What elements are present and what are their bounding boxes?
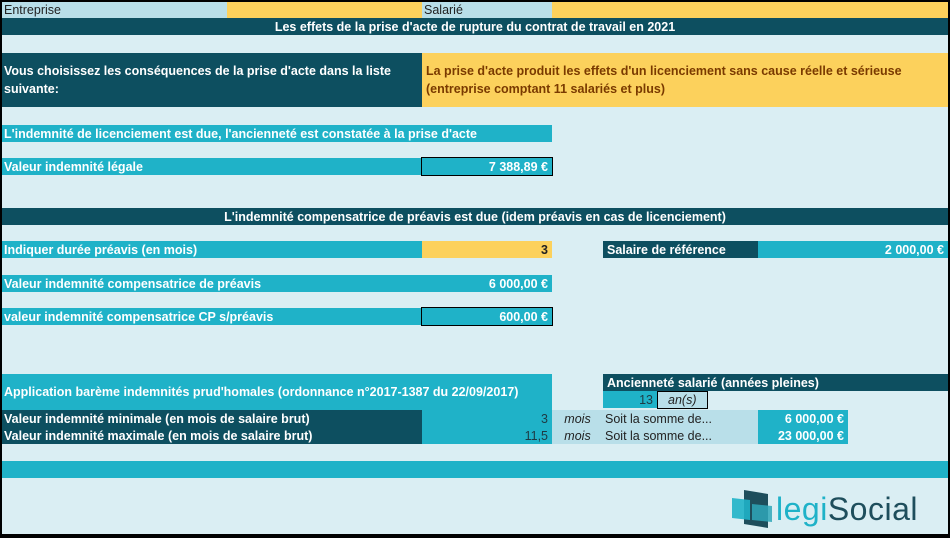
logo-part-social: Social (827, 491, 918, 527)
entreprise-label: Entreprise (2, 2, 227, 18)
logo-mark-icon (728, 488, 774, 530)
logo-part-legi: legi (776, 491, 828, 527)
licenciement-note: L'indemnité de licenciement est due, l'ancienneté est constatée à la prise d'acte (2, 125, 552, 142)
preavis-title: L'indemnité compensatrice de préavis est due (idem préavis en cas de licenciement) (2, 208, 948, 225)
indemnite-min-unit: mois (552, 410, 603, 427)
legisocial-logo (718, 484, 938, 534)
min-somme-label: Soit la somme de... (603, 410, 758, 427)
max-somme-label: Soit la somme de... (603, 427, 758, 444)
indemnite-max-unit: mois (552, 427, 603, 444)
min-somme-value: 6 000,00 € (758, 410, 848, 427)
choice-prompt: Vous choisissez les conséquences de la prise d'acte dans la liste suivante: (2, 53, 422, 107)
max-somme-value: 23 000,00 € (758, 427, 848, 444)
entreprise-input[interactable] (227, 2, 422, 18)
salaire-reference-label: Salaire de référence (603, 241, 758, 258)
anciennete-label: Ancienneté salarié (années pleines) (603, 374, 948, 391)
logo-wordmark (776, 490, 918, 528)
anciennete-unit: an(s) (657, 391, 708, 409)
indemnite-min-label: Valeur indemnité minimale (en mois de salaire brut) (2, 410, 422, 427)
indemnite-max-value: 11,5 (422, 427, 552, 444)
indemnite-legale-value: 7 388,89 € (421, 157, 553, 176)
indemnite-preavis-value: 6 000,00 € (422, 275, 552, 292)
bareme-title: Application barème indemnités prud'homales (ordonnance n°2017-1387 du 22/09/2017) (2, 374, 552, 410)
salarie-input[interactable] (552, 2, 948, 18)
duree-preavis-input[interactable]: 3 (422, 241, 552, 258)
salarie-label: Salarié (422, 2, 552, 18)
page-title: Les effets de la prise d'acte de rupture du contrat de travail en 2021 (2, 18, 948, 35)
choice-select[interactable]: La prise d'acte produit les effets d'un licenciement sans cause réelle et sérieuse (entreprise comptant 11 salariés et plus) (422, 53, 948, 107)
anciennete-input[interactable]: 13 (603, 391, 657, 408)
indemnite-cp-value: 600,00 € (421, 307, 553, 326)
indemnite-min-value: 3 (422, 410, 552, 427)
footer-band (2, 461, 948, 478)
indemnite-legale-label: Valeur indemnité légale (2, 158, 422, 175)
salaire-reference-value: 2 000,00 € (758, 241, 948, 258)
indemnite-cp-label: valeur indemnité compensatrice CP s/préavis (2, 308, 422, 325)
duree-preavis-label: Indiquer durée préavis (en mois) (2, 241, 422, 258)
indemnite-max-label: Valeur indemnité maximale (en mois de salaire brut) (2, 427, 422, 444)
indemnite-preavis-label: Valeur indemnité compensatrice de préavis (2, 275, 422, 292)
spreadsheet (2, 2, 948, 534)
